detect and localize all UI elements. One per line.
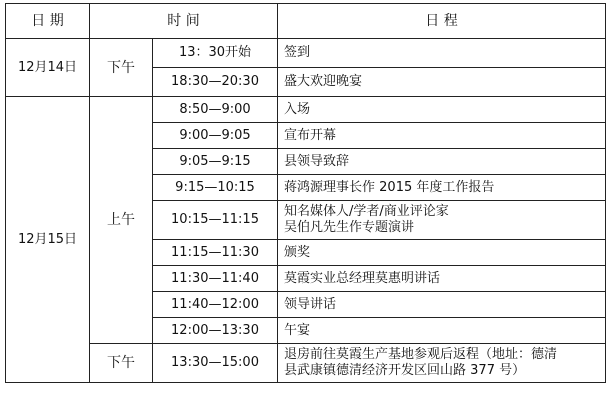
program-cell bbox=[278, 266, 606, 292]
schedule-row bbox=[6, 97, 606, 123]
program-cell bbox=[278, 68, 606, 97]
schedule-row bbox=[6, 344, 606, 383]
header-date: 日 期 bbox=[6, 4, 90, 39]
schedule-table bbox=[5, 3, 606, 383]
program-cell bbox=[278, 344, 606, 383]
time-cell: 13：30开始 bbox=[153, 39, 278, 68]
program-cell bbox=[278, 318, 606, 344]
program-line: 午宴 bbox=[284, 322, 311, 338]
program-line: 颁奖 bbox=[284, 244, 311, 260]
program-line: 吴伯凡先生作专题演讲 bbox=[284, 220, 415, 235]
header-row bbox=[6, 4, 606, 39]
program-line: 入场 bbox=[284, 101, 311, 117]
page-bottom-edge bbox=[0, 398, 612, 402]
program-cell bbox=[278, 39, 606, 68]
period-cell: 下午 bbox=[90, 39, 153, 97]
program-cell bbox=[278, 292, 606, 318]
program-cell bbox=[278, 201, 606, 240]
program-line: 县武康镇德清经济开发区回山路 377 号） bbox=[284, 363, 526, 378]
period-cell: 下午 bbox=[90, 344, 153, 383]
program-line: 领导讲话 bbox=[284, 296, 337, 312]
program-line: 莫霞实业总经理莫惠明讲话 bbox=[284, 270, 441, 286]
header-time: 时 间 bbox=[90, 4, 278, 39]
program-line: 蒋鸿源理事长作 2015 年度工作报告 bbox=[284, 179, 495, 195]
period-cell: 上午 bbox=[90, 97, 153, 344]
time-cell: 9:05—9:15 bbox=[153, 149, 278, 175]
date-cell: 12月14日 bbox=[6, 39, 90, 97]
program-cell bbox=[278, 97, 606, 123]
header-program: 日 程 bbox=[278, 4, 606, 39]
program-cell bbox=[278, 240, 606, 266]
time-cell: 8:50—9:00 bbox=[153, 97, 278, 123]
program-line: 退房前往莫霞生产基地参观后返程（地址：德清 bbox=[284, 347, 558, 362]
time-cell: 13:30—15:00 bbox=[153, 344, 278, 383]
time-cell: 12:00—13:30 bbox=[153, 318, 278, 344]
time-cell: 11:30—11:40 bbox=[153, 266, 278, 292]
program-line: 县领导致辞 bbox=[284, 153, 350, 169]
time-cell: 10:15—11:15 bbox=[153, 201, 278, 240]
program-cell bbox=[278, 123, 606, 149]
program-cell bbox=[278, 149, 606, 175]
program-cell bbox=[278, 175, 606, 201]
schedule-row bbox=[6, 39, 606, 68]
program-line: 知名媒体人/学者/商业评论家 bbox=[284, 204, 449, 219]
program-line: 签到 bbox=[284, 45, 311, 60]
program-line: 宣布开幕 bbox=[284, 127, 337, 143]
program-line: 盛大欢迎晚宴 bbox=[284, 74, 363, 89]
time-cell: 9:00—9:05 bbox=[153, 123, 278, 149]
time-cell: 11:40—12:00 bbox=[153, 292, 278, 318]
date-cell: 12月15日 bbox=[6, 97, 90, 383]
time-cell: 11:15—11:30 bbox=[153, 240, 278, 266]
schedule-body bbox=[6, 39, 606, 383]
time-cell: 18:30—20:30 bbox=[153, 68, 278, 97]
time-cell: 9:15—10:15 bbox=[153, 175, 278, 201]
